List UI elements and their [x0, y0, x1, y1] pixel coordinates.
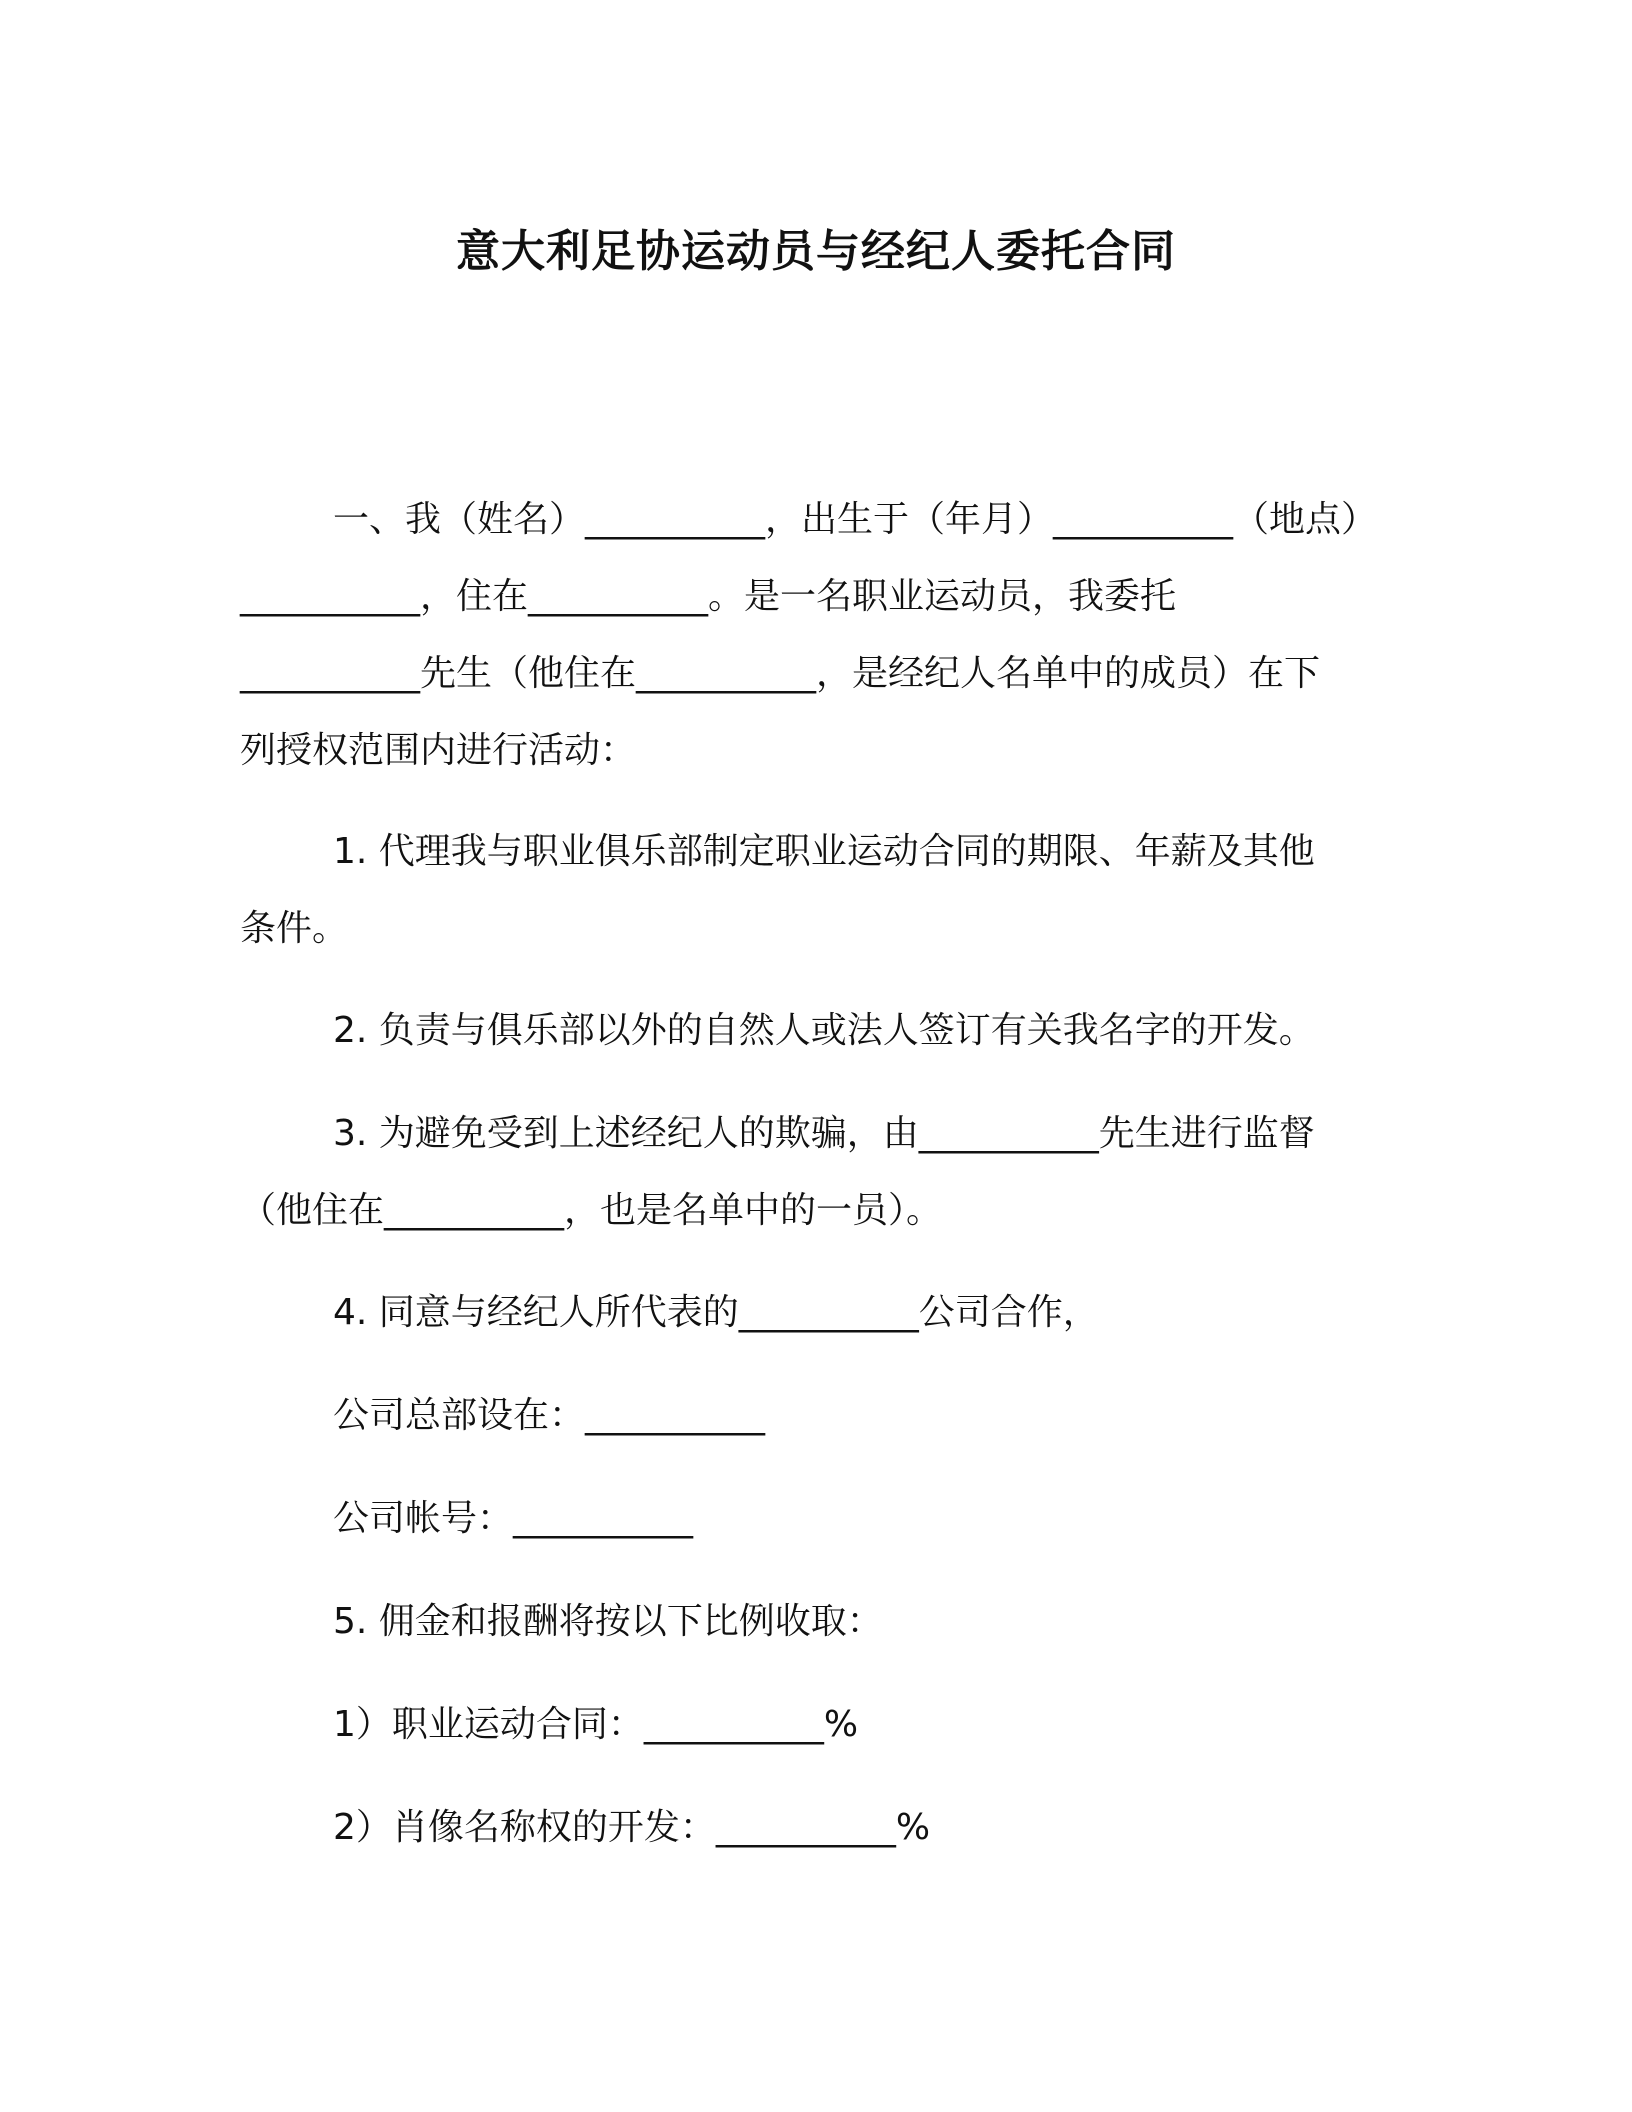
item3-line2: （他住在__________，也是名单中的一员）。	[240, 1190, 943, 1231]
item4-line1: 4. 同意与经纪人所代表的__________公司合作，	[333, 1292, 1099, 1333]
item3-line1: 3. 为避免受到上述经纪人的欺骗，由__________先生进行监督	[333, 1113, 1315, 1154]
item5-sub1: 1）职业运动合同：__________%	[333, 1704, 859, 1745]
item4-company-account: 公司帐号：__________	[333, 1498, 694, 1539]
item1-line2: 条件。	[240, 908, 349, 949]
section1-line3: __________先生（他住在__________，是经纪人名单中的成员）在下	[240, 653, 1321, 694]
document-title: 意大利足协运动员与经纪人委托合同	[456, 226, 1176, 277]
item1-line1: 1. 代理我与职业俱乐部制定职业运动合同的期限、年薪及其他	[333, 831, 1315, 872]
item2-line1: 2. 负责与俱乐部以外的自然人或法人签订有关我名字的开发。	[333, 1010, 1315, 1051]
item5-line1: 5. 佣金和报酬将按以下比例收取：	[333, 1601, 883, 1642]
item5-sub2: 2）肖像名称权的开发：__________%	[333, 1807, 931, 1848]
section1-line1: 一、我（姓名）__________，出生于（年月）__________（地点）	[333, 499, 1378, 540]
item4-company-hq: 公司总部设在：__________	[333, 1395, 766, 1436]
section1-line4: 列授权范围内进行活动：	[240, 730, 637, 771]
section1-line2: __________，住在__________。是一名职业运动员，我委托	[240, 576, 1177, 617]
